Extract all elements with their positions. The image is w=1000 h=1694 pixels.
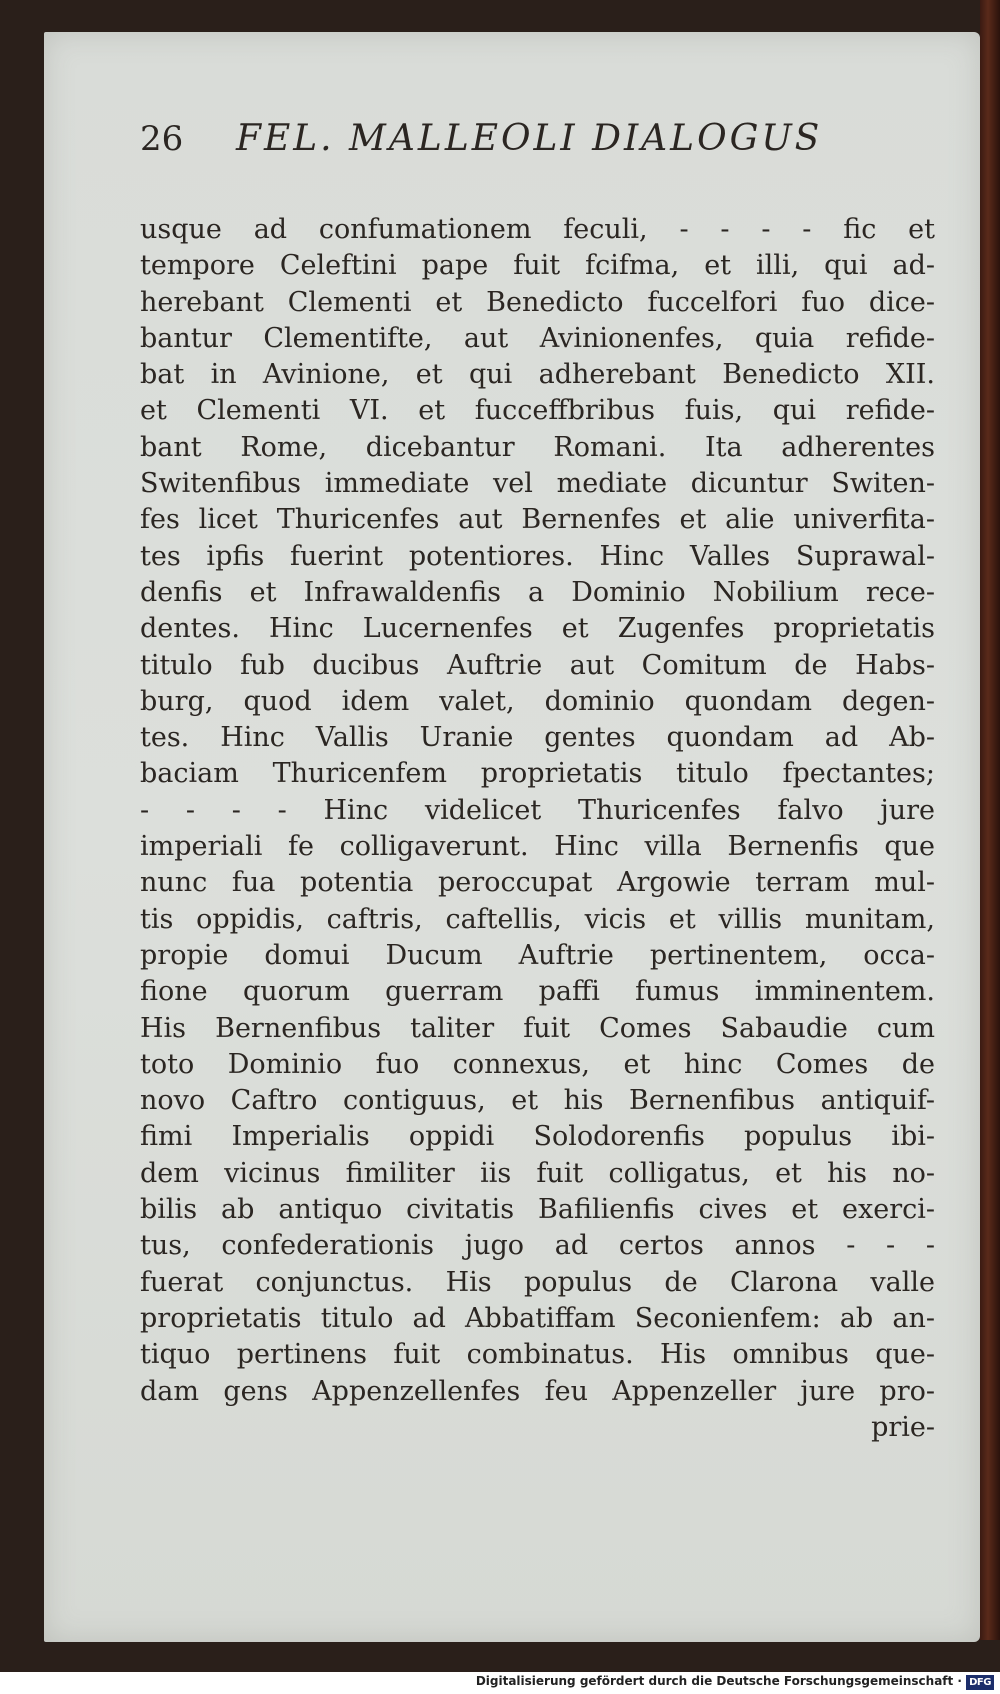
text-line: nunc fua potentia peroccupat Argowie terram mul-	[140, 867, 935, 899]
text-line: bantur Clementifte, aut Avinionenfes, quia refide-	[140, 322, 935, 354]
text-line: et Clementi VI. et fucceffbribus fuis, qui refide-	[140, 395, 935, 427]
text-line: imperiali fe colligaverunt. Hinc villa Bernenfis que	[140, 831, 935, 863]
text-line: tes. Hinc Vallis Uranie gentes quondam ad Ab-	[140, 722, 935, 754]
dfg-logo-icon: DFG	[966, 1675, 994, 1690]
text-line: burg, quod idem valet, dominio quondam degen-	[140, 685, 935, 717]
text-line: fimi Imperialis oppidi Solodorenfis populus ibi-	[140, 1121, 935, 1153]
text-line: - - - - Hinc videlicet Thuricenfes falvo jure	[140, 794, 935, 826]
text-line: dem vicinus fimiliter iis fuit colligatus, et his no-	[140, 1157, 935, 1189]
text-line: fes licet Thuricenfes aut Bernenfes et alie univerfita-	[140, 504, 935, 536]
book-edge	[980, 0, 1000, 1640]
text-line: proprietatis titulo ad Abbatiffam Seconienfem: ab an-	[140, 1302, 935, 1334]
page-header	[140, 118, 840, 188]
text-line: herebant Clementi et Benedicto fuccelfori fuo dice-	[140, 286, 935, 318]
text-line: usque ad confumationem feculi, - - - - fic et	[140, 214, 935, 245]
text-line: His Bernenfibus taliter fuit Comes Sabaudie cum	[140, 1012, 935, 1044]
text-line: titulo fub ducibus Auftrie aut Comitum de Habs-	[140, 649, 935, 681]
text-line: bilis ab antiquo civitatis Bafilienfis cives et exerci-	[140, 1194, 935, 1226]
catchword: prie-	[871, 1411, 935, 1443]
text-line: tus, confederationis jugo ad certos annos - - -	[140, 1230, 935, 1262]
footer-bar	[0, 1672, 1000, 1694]
running-title: FEL. MALLEOLI DIALOGUS	[236, 118, 823, 159]
text-line: tis oppidis, caftris, caftellis, vicis et villis munitam,	[140, 903, 935, 935]
text-line: bat in Avinione, et qui adherebant Benedicto XII.	[140, 359, 935, 391]
text-line: tiquo pertinens fuit combinatus. His omnibus que-	[140, 1339, 935, 1371]
text-line: Switenfibus immediate vel mediate dicuntur Switen-	[140, 468, 935, 500]
page-number: 26	[140, 119, 184, 159]
text-line: tes ipfis fuerint potentiores. Hinc Valles Suprawal-	[140, 540, 935, 572]
text-line: denfis et Infrawaldenfis a Dominio Nobilium rece-	[140, 576, 935, 608]
text-line: fuerat conjunctus. His populus de Clarona valle	[140, 1266, 935, 1298]
text-line: baciam Thuricenfem proprietatis titulo fpectantes;	[140, 758, 935, 790]
body-text	[140, 212, 935, 1446]
funding-credit: Digitalisierung gefördert durch die Deutsche Forschungsgemeinschaft ·	[475, 1674, 962, 1688]
text-line: propie domui Ducum Auftrie pertinentem, occa-	[140, 939, 935, 971]
text-line: dentes. Hinc Lucernenfes et Zugenfes proprietatis	[140, 613, 935, 645]
text-line: tempore Celeftini pape fuit fcifma, et illi, qui ad-	[140, 250, 935, 282]
text-line: toto Dominio fuo connexus, et hinc Comes de	[140, 1048, 935, 1080]
text-line: bant Rome, dicebantur Romani. Ita adherentes	[140, 431, 935, 463]
text-line: dam gens Appenzellenfes feu Appenzeller jure pro-	[140, 1375, 935, 1407]
text-line: novo Caftro contiguus, et his Bernenfibus antiquif-	[140, 1085, 935, 1117]
text-line: fione quorum guerram paffi fumus imminentem.	[140, 976, 935, 1008]
